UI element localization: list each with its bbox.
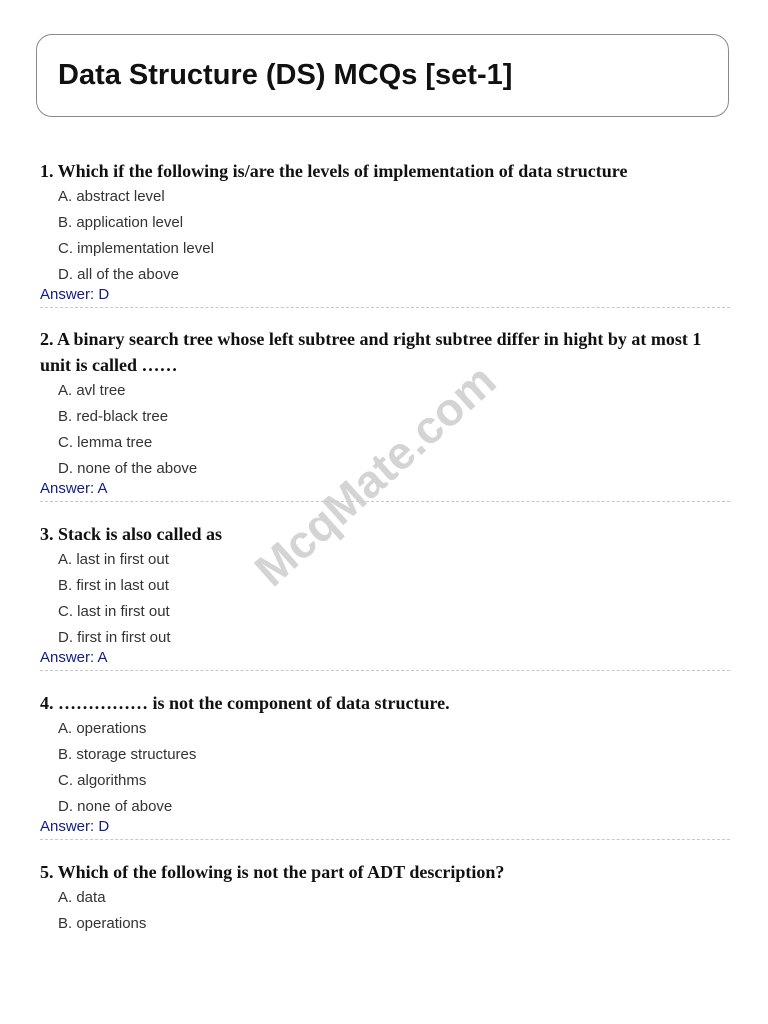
question-5 — [40, 859, 730, 937]
option-a: A. abstract level — [58, 188, 165, 205]
question-text: 5. Which of the following is not the part of ADT description? — [40, 862, 505, 882]
divider — [40, 307, 730, 308]
option-a: A. data — [58, 889, 106, 906]
answer: Answer: A — [40, 480, 108, 497]
option-b: B. application level — [58, 214, 184, 231]
option-c: C. algorithms — [58, 772, 147, 789]
option-d: D. none of above — [58, 798, 173, 815]
option-b: B. storage structures — [58, 746, 197, 763]
question-1 — [40, 158, 730, 302]
option-a: A. avl tree — [58, 382, 126, 399]
option-b: B. red-black tree — [58, 408, 169, 425]
question-text: 1. Which if the following is/are the levels of implementation of data structure — [40, 161, 628, 181]
option-c: C. implementation level — [58, 240, 214, 257]
option-b: B. operations — [58, 915, 147, 932]
question-text: 2. A binary search tree whose left subtree and right subtree differ in hight by at most 1 unit is called …… — [40, 329, 702, 375]
option-a: A. operations — [58, 720, 147, 737]
options-list — [40, 184, 730, 288]
question-text: 3. Stack is also called as — [40, 524, 223, 544]
question-text: 4. …………… is not the component of data structure. — [40, 693, 450, 713]
answer: Answer: A — [40, 649, 108, 666]
title-box — [36, 34, 729, 117]
options-list — [40, 885, 730, 937]
options-list — [40, 716, 730, 820]
question-2 — [40, 326, 730, 496]
divider — [40, 670, 730, 671]
page-title: Data Structure (DS) MCQs [set-1] — [58, 59, 513, 91]
option-a: A. last in first out — [58, 551, 169, 568]
option-c: C. last in first out — [58, 603, 170, 620]
answer: Answer: D — [40, 818, 110, 835]
watermark: McqMate.com — [244, 353, 506, 597]
option-b: B. first in last out — [58, 577, 169, 594]
question-3 — [40, 521, 730, 665]
option-d: D. first in first out — [58, 629, 171, 646]
question-4 — [40, 690, 730, 834]
options-list — [40, 378, 730, 482]
option-c: C. lemma tree — [58, 434, 153, 451]
option-d: D. all of the above — [58, 266, 179, 283]
option-d: D. none of the above — [58, 460, 198, 477]
divider — [40, 501, 730, 502]
answer: Answer: D — [40, 286, 110, 303]
options-list — [40, 547, 730, 651]
divider — [40, 839, 730, 840]
